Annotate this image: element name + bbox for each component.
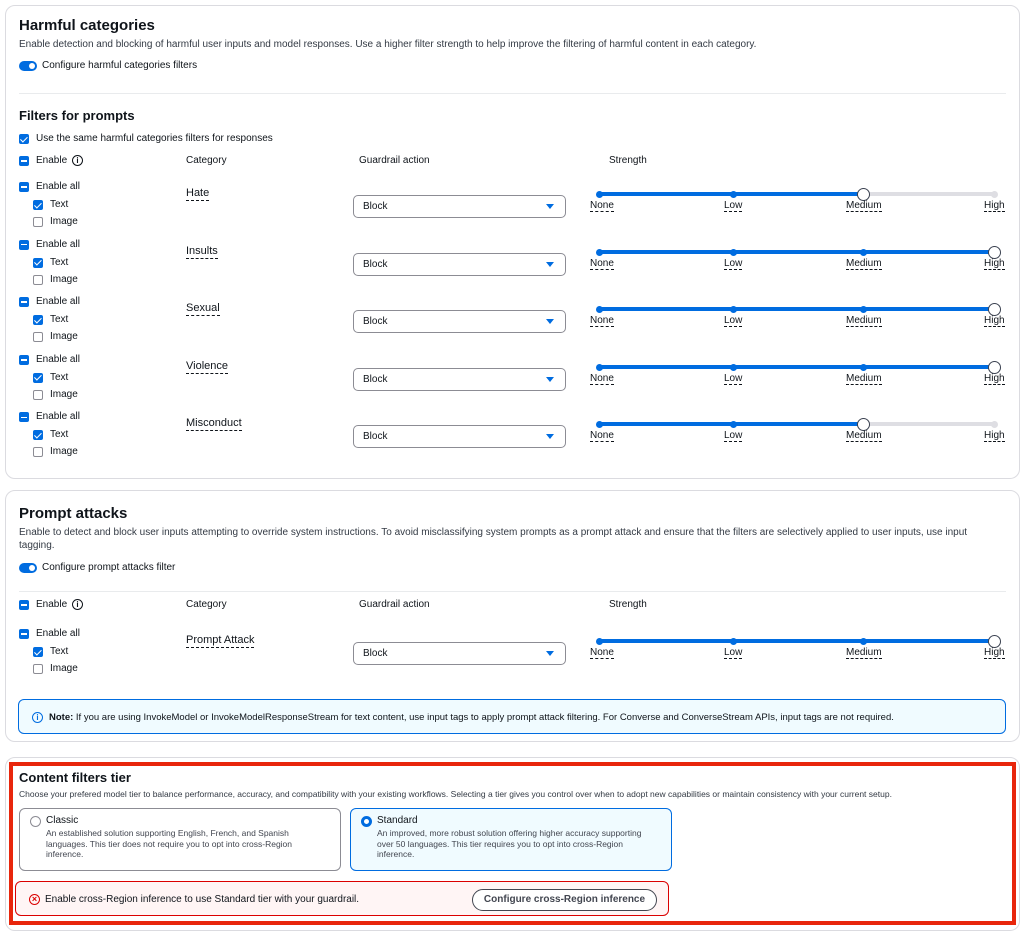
caret-down-icon [546,434,554,439]
enable-all-checkbox[interactable] [19,182,29,192]
prompt-attacks-toggle-label: Configure prompt attacks filter [42,562,176,573]
enable-all-label: Enable all [36,411,80,423]
text-label: Text [50,314,69,326]
content-filters-tier-title: Content filters tier [19,770,131,785]
slider-step [860,249,867,256]
tier-name: Classic [46,815,79,826]
divider [19,591,1006,592]
image-label: Image [50,446,78,458]
slider-step [730,249,737,256]
text-checkbox[interactable] [33,315,43,325]
error-icon: × [29,894,40,905]
strength-tick-label[interactable]: Low [724,257,743,269]
same-filters-checkbox[interactable] [19,134,29,144]
strength-slider[interactable] [590,632,1005,662]
enable-all-label: Enable all [36,296,80,308]
strength-tick-label[interactable]: Medium [846,372,882,384]
strength-tick-label[interactable]: High [984,647,1005,658]
content-filters-tier-description: Choose your prefered model tier to balance performance, accuracy, and compatibility with your existing workflows. Selecting a tier gives you control over when to adopt new capabilities or maintain consistency with your current setup. [19,789,892,799]
configure-cross-region-button[interactable]: Configure cross-Region inference [472,889,657,911]
text-label: Text [50,646,69,657]
slider-step [991,191,998,198]
text-checkbox[interactable] [33,373,43,383]
enable-all-header-checkbox[interactable] [19,600,29,610]
info-icon: i [32,712,43,723]
enable-all-checkbox[interactable] [19,297,29,307]
info-icon[interactable]: i [72,599,83,610]
category-header: Category [186,155,227,166]
harmful-categories-description: Enable detection and blocking of harmful user inputs and model responses. Use a higher filter strength to help improve the filtering of harmful content in each category. [19,39,757,50]
harmful-categories-panel [5,5,1020,479]
harmful-categories-toggle[interactable] [19,61,37,71]
slider-step [860,306,867,313]
enable-all-label: Enable all [36,238,80,250]
image-checkbox[interactable] [33,390,43,400]
strength-tick-label[interactable]: None [590,430,614,442]
strength-tick-label[interactable]: None [590,372,614,384]
strength-tick-label[interactable]: High [984,315,1005,327]
image-label: Image [50,273,78,285]
guardrail-action-value: Block [363,316,388,328]
strength-tick-label[interactable]: Low [724,372,743,384]
tier-description: An established solution supporting English, French, and Spanish languages. This tier does not require you to opt into cross-Region inference. [46,828,293,859]
strength-slider[interactable] [590,243,1005,273]
strength-tick-label[interactable]: Low [724,200,743,211]
image-label: Image [50,663,78,674]
slider-step [596,364,603,371]
caret-down-icon [546,651,554,656]
image-checkbox[interactable] [33,217,43,227]
highlight-frame [9,762,1016,925]
strength-slider[interactable] [590,358,1005,388]
slider-step [596,306,603,313]
strength-tick-label[interactable]: Medium [846,257,882,269]
text-label: Text [50,429,69,441]
image-label: Image [50,216,78,227]
slider-step [730,306,737,313]
guardrail-action-value: Block [363,201,388,212]
enable-header: Enable [36,155,68,166]
category-header: Category [186,599,227,610]
category-label[interactable]: Prompt Attack [186,634,255,646]
enable-header: Enable [36,599,68,610]
tier-name: Standard [377,815,418,826]
category-label[interactable]: Misconduct [186,417,242,430]
strength-header: Strength [609,599,647,610]
filters-for-prompts-title: Filters for prompts [19,108,135,123]
strength-tick-label[interactable]: Low [724,647,743,658]
enable-all-checkbox[interactable] [19,355,29,365]
strength-header: Strength [609,155,647,166]
slider-step [596,638,603,645]
category-label[interactable]: Sexual [186,302,220,315]
guardrail-action-value: Block [363,258,388,270]
harmful-categories-title: Harmful categories [19,17,155,34]
slider-step [596,249,603,256]
category-label[interactable]: Insults [186,244,218,257]
caret-down-icon [546,262,554,267]
guardrail-action-select[interactable] [353,642,566,665]
guardrail-action-select[interactable] [353,368,566,391]
caret-down-icon [546,204,554,209]
enable-all-label: Enable all [36,181,80,192]
slider-fill [599,639,994,643]
caret-down-icon [546,319,554,324]
guardrail-action-header: Guardrail action [359,599,430,610]
same-filters-label: Use the same harmful categories filters for responses [36,133,273,144]
slider-step [730,191,737,198]
strength-tick-label[interactable]: Medium [846,647,882,658]
text-label: Text [50,256,69,268]
strength-tick-label[interactable]: Medium [846,430,882,442]
guardrail-action-select[interactable] [353,253,566,276]
guardrail-action-value: Block [363,648,388,659]
image-checkbox[interactable] [33,664,43,674]
slider-step [596,421,603,428]
slider-step [730,638,737,645]
prompt-attacks-title: Prompt attacks [19,505,128,522]
guardrail-action-value: Block [363,373,388,385]
guardrail-action-header: Guardrail action [359,155,430,166]
strength-tick-label[interactable]: None [590,647,614,658]
strength-tick-label[interactable]: None [590,200,614,211]
image-checkbox[interactable] [33,447,43,457]
strength-slider[interactable] [590,300,1005,330]
info-icon[interactable]: i [72,155,83,166]
strength-tick-label[interactable]: Low [724,430,743,442]
category-label[interactable]: Violence [186,359,228,372]
text-checkbox[interactable] [33,430,43,440]
text-checkbox[interactable] [33,647,43,657]
strength-tick-label[interactable]: Low [724,315,743,327]
slider-step [730,421,737,428]
harmful-categories-toggle-label: Configure harmful categories filters [42,60,198,71]
enable-all-checkbox[interactable] [19,240,29,250]
strength-slider[interactable] [590,415,1005,445]
strength-tick-label[interactable]: High [984,200,1005,211]
strength-slider[interactable] [590,185,1005,215]
enable-all-label: Enable all [36,628,80,639]
caret-down-icon [546,377,554,382]
slider-step [596,191,603,198]
enable-all-label: Enable all [36,353,80,365]
category-label[interactable]: Hate [186,187,210,199]
divider [19,93,1006,94]
guardrail-action-value: Block [363,431,388,443]
input-tags-note [18,699,1006,734]
prompt-attacks-toggle[interactable] [19,563,37,573]
error-text: Enable cross-Region inference to use Standard tier with your guardrail. [45,894,360,905]
text-label: Text [50,371,69,383]
slider-fill [599,365,994,369]
guardrail-action-select[interactable] [353,195,566,218]
strength-tick-label[interactable]: High [984,257,1005,269]
prompt-attacks-panel [5,490,1020,742]
note-text: Note: If you are using InvokeModel or InvokeModelResponseStream for text content, use input tags to apply prompt attack filtering. For Converse and ConverseStream APIs, input tags are not required. [49,712,894,723]
guardrail-action-select[interactable] [353,425,566,448]
strength-tick-label[interactable]: Medium [846,315,882,327]
strength-tick-label[interactable]: Medium [846,200,882,211]
strength-tick-label[interactable]: None [590,257,614,269]
slider-step [991,421,998,428]
text-checkbox[interactable] [33,258,43,268]
strength-tick-label[interactable]: High [984,372,1005,384]
guardrail-action-select[interactable] [353,310,566,333]
slider-step [860,638,867,645]
enable-all-checkbox[interactable] [19,629,29,639]
enable-all-header-checkbox[interactable] [19,156,29,166]
prompt-attacks-description: Enable to detect and block user inputs attempting to override system instructions. To avoid misclassifying system prompts as a prompt attack and ensure that the filters are selectively applied to user inputs, use input tagging. [19,527,968,551]
image-label: Image [50,388,78,400]
text-label: Text [50,199,69,210]
enable-all-checkbox[interactable] [19,412,29,422]
slider-step [730,364,737,371]
image-checkbox[interactable] [33,332,43,342]
image-checkbox[interactable] [33,275,43,285]
slider-fill [599,307,994,311]
tier-description: An improved, more robust solution offering higher accuracy supporting over 50 languages. This tier requires you to opt into cross-Region inference. [377,828,642,859]
slider-fill [599,250,994,254]
slider-step [860,364,867,371]
strength-tick-label[interactable]: None [590,315,614,327]
image-label: Image [50,331,78,343]
text-checkbox[interactable] [33,200,43,210]
strength-tick-label[interactable]: High [984,430,1005,442]
